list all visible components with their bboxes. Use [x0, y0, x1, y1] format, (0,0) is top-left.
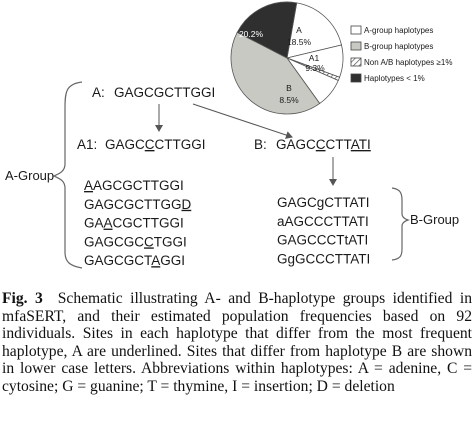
- b-seq-underlined-site: C: [315, 137, 326, 152]
- legend-label-a-group: A-group haplotypes: [364, 26, 434, 35]
- b-group-haplotype-1: GAGCgCTTATI: [277, 195, 370, 210]
- a-group-haplotype-segment: AGCGCTTGGI: [93, 178, 184, 193]
- a-group-haplotype-5: [84, 253, 185, 268]
- b-group-label: B-Group: [410, 212, 460, 227]
- pie-value-b: 8.5%: [279, 95, 299, 105]
- a-group-haplotype-2: [84, 197, 192, 212]
- haplotype-a1-label: A1:: [77, 137, 98, 152]
- legend-swatch-non-ab: [351, 58, 361, 66]
- b-group-haplotype-4: GgGCCCTTATI: [277, 251, 371, 267]
- pie-label-b: B: [286, 83, 292, 93]
- pie-legend: [351, 26, 452, 83]
- pie-value-a1: 9.3%: [305, 63, 325, 73]
- a-group-haplotype-segment: GA: [84, 215, 104, 231]
- haplotype-a1-sequence: [105, 137, 206, 152]
- b-group-haplotype-3: GAGCCCTtATI: [277, 232, 369, 248]
- legend-label-non-ab: Non A/B haplotypes ≥1%: [364, 58, 453, 67]
- pie-label-a1: A1: [308, 53, 320, 63]
- caption-text: Schematic illustrating A- and B-haplotype groups identified in mfaSERT, and their estimated population frequencies based on 92 individuals. Sites in each haplotype that differ from the most frequent haplotype, A are underlined. Sites that differ from haplotype B are shown in lower case letters. Abbreviations within haplotypes: A = adenine, C = cytosine; G = guanine; T = thymine, I = insertion; D = deletion: [2, 290, 472, 395]
- caption-label: Fig. 3: [2, 290, 43, 307]
- a-group-haplotype-segment: GAGCGCTTGG: [84, 196, 182, 212]
- pie-label-a: A: [296, 25, 302, 35]
- a-group-haplotype-underlined-site: A: [84, 178, 94, 193]
- legend-label-b-group: B-group haplotypes: [364, 42, 434, 51]
- a-group-haplotype-3: [84, 216, 184, 231]
- a-group-bracket: [54, 82, 82, 268]
- legend-swatch-a-group: [351, 26, 361, 34]
- a-group-haplotype-4: [84, 234, 187, 249]
- a-group-haplotype-segment: GAGCGCT: [84, 253, 152, 269]
- figure-caption: [2, 290, 472, 395]
- legend-swatch-rare: [351, 74, 361, 82]
- a1-seq-segment: GAGC: [105, 137, 145, 152]
- a-group-haplotype-segment: GAGCGC: [84, 234, 145, 250]
- b-group-haplotype-2: aAGCCCTTATI: [277, 213, 369, 229]
- b-seq-segment: GAGC: [276, 137, 316, 152]
- a-group-haplotype-segment: CGCTTGGI: [112, 215, 184, 231]
- a1-seq-segment: CTTGGI: [154, 137, 206, 152]
- a-group-haplotype-segment: TGGI: [153, 234, 187, 250]
- a-group-haplotype-underlined-site: C: [144, 234, 154, 250]
- b-seq-segment: CTT: [325, 137, 351, 152]
- legend-swatch-b-group: [351, 42, 361, 50]
- a-group-haplotype-underlined-site: A: [151, 253, 161, 269]
- haplotype-b-sequence: [276, 137, 371, 152]
- pie-value-a: 18.5%: [286, 37, 312, 47]
- b-seq-underlined-site: ATI: [350, 137, 371, 152]
- haplotype-b-label: B:: [254, 137, 267, 152]
- a-group-haplotype-1: [84, 178, 184, 193]
- legend-label-rare: Haplotypes < 1%: [364, 74, 425, 83]
- a-group-haplotype-segment: GGI: [160, 253, 186, 269]
- b-group-sequence-list: [277, 195, 370, 266]
- pie-value-rare: 20.2%: [238, 29, 264, 39]
- a-group-haplotype-underlined-site: A: [103, 215, 113, 231]
- a-group-sequence-list: [84, 178, 192, 268]
- haplotype-a-label: A:: [92, 85, 105, 100]
- a-group-label: A-Group: [5, 168, 55, 183]
- a1-seq-underlined-site: C: [144, 137, 155, 152]
- haplotype-a-sequence: GAGCGCTTGGI: [114, 85, 216, 100]
- a-group-haplotype-underlined-site: D: [181, 196, 192, 212]
- b-group-bracket: [392, 188, 408, 260]
